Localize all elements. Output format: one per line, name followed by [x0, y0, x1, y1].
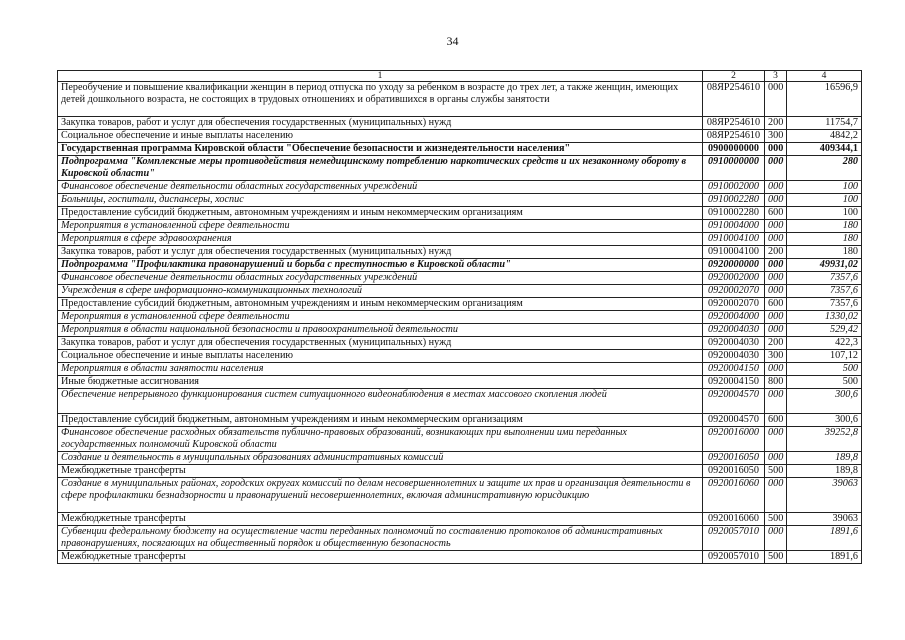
- column-header-type: 3: [765, 71, 787, 82]
- row-name-cell: Предоставление субсидий бюджетным, автономным учреждениям и иным некоммерческим организациям: [58, 298, 703, 311]
- row-code-cell: 0920004150: [703, 363, 765, 376]
- table-row: [58, 376, 862, 389]
- row-code-cell: 0920002070: [703, 298, 765, 311]
- row-type-cell: 000: [765, 220, 787, 233]
- row-code-cell: 0910000000: [703, 156, 765, 181]
- row-amount-cell: 280: [787, 156, 862, 181]
- row-code-cell: 0920000000: [703, 259, 765, 272]
- row-name-cell: Создание и деятельность в муниципальных образованиях административных комиссий: [58, 452, 703, 465]
- row-type-cell: 000: [765, 478, 787, 513]
- row-amount-cell: 16596,9: [787, 82, 862, 117]
- row-type-cell: 000: [765, 285, 787, 298]
- table-row: [58, 414, 862, 427]
- table-row: [58, 465, 862, 478]
- row-name-cell: Подпрограмма "Комплексные меры противодействия немедицинскому потреблению наркотических средств и их незаконному обороту в Кировской области": [58, 156, 703, 181]
- row-code-cell: 0920004000: [703, 311, 765, 324]
- row-name-cell: Мероприятия в сфере здравоохранения: [58, 233, 703, 246]
- row-code-cell: 0920004030: [703, 350, 765, 363]
- table-row: [58, 82, 862, 117]
- page-number: 34: [446, 34, 459, 48]
- table-row: [58, 246, 862, 259]
- row-type-cell: 200: [765, 337, 787, 350]
- row-amount-cell: 1891,6: [787, 526, 862, 551]
- row-code-cell: 0920004030: [703, 337, 765, 350]
- row-amount-cell: 422,3: [787, 337, 862, 350]
- row-amount-cell: 180: [787, 233, 862, 246]
- table-row: [58, 551, 862, 564]
- table-row: [58, 350, 862, 363]
- row-type-cell: 000: [765, 452, 787, 465]
- table-row: [58, 143, 862, 156]
- row-type-cell: 500: [765, 513, 787, 526]
- row-code-cell: 08ЯР254610: [703, 130, 765, 143]
- row-name-cell: Мероприятия в области занятости населения: [58, 363, 703, 376]
- row-type-cell: 200: [765, 246, 787, 259]
- row-code-cell: 0920002070: [703, 285, 765, 298]
- row-name-cell: Финансовое обеспечение расходных обязательств публично-правовых образований, возникающих при выполнении ими переданных государственных полномочий Кировской области: [58, 427, 703, 452]
- row-type-cell: 600: [765, 298, 787, 311]
- row-type-cell: 300: [765, 350, 787, 363]
- row-code-cell: 0920004150: [703, 376, 765, 389]
- row-type-cell: 300: [765, 130, 787, 143]
- row-code-cell: 0920016050: [703, 452, 765, 465]
- row-amount-cell: 300,6: [787, 414, 862, 427]
- row-amount-cell: 11754,7: [787, 117, 862, 130]
- row-amount-cell: 189,8: [787, 465, 862, 478]
- table-row: [58, 130, 862, 143]
- table-row: [58, 285, 862, 298]
- row-type-cell: 800: [765, 376, 787, 389]
- row-name-cell: Больницы, госпитали, диспансеры, хоспис: [58, 194, 703, 207]
- table-row: [58, 259, 862, 272]
- row-code-cell: 0920016050: [703, 465, 765, 478]
- row-name-cell: Обеспечение непрерывного функционирования систем ситуационного видеонаблюдения в местах массового скопления людей: [58, 389, 703, 414]
- row-type-cell: 000: [765, 363, 787, 376]
- row-type-cell: 600: [765, 414, 787, 427]
- row-amount-cell: 7357,6: [787, 298, 862, 311]
- table-row: [58, 220, 862, 233]
- row-name-cell: Финансовое обеспечение деятельности областных государственных учреждений: [58, 181, 703, 194]
- header-row: [58, 71, 862, 82]
- table-row: [58, 478, 862, 513]
- row-name-cell: Межбюджетные трансферты: [58, 465, 703, 478]
- row-code-cell: 0910004000: [703, 220, 765, 233]
- row-type-cell: 000: [765, 233, 787, 246]
- row-name-cell: Социальное обеспечение и иные выплаты населению: [58, 130, 703, 143]
- row-name-cell: Мероприятия в установленной сфере деятельности: [58, 311, 703, 324]
- table-row: [58, 311, 862, 324]
- row-amount-cell: 529,42: [787, 324, 862, 337]
- column-header-amount: 4: [787, 71, 862, 82]
- row-amount-cell: 500: [787, 363, 862, 376]
- row-amount-cell: 7357,6: [787, 285, 862, 298]
- row-code-cell: 0920004570: [703, 414, 765, 427]
- row-amount-cell: 100: [787, 194, 862, 207]
- row-name-cell: Закупка товаров, работ и услуг для обеспечения государственных (муниципальных) нужд: [58, 337, 703, 350]
- table-row: [58, 513, 862, 526]
- row-code-cell: 0920016060: [703, 478, 765, 513]
- table-row: [58, 272, 862, 285]
- row-type-cell: 000: [765, 82, 787, 117]
- row-type-cell: 000: [765, 181, 787, 194]
- row-amount-cell: 7357,6: [787, 272, 862, 285]
- table-row: [58, 389, 862, 414]
- row-code-cell: 0910004100: [703, 246, 765, 259]
- row-amount-cell: 4842,2: [787, 130, 862, 143]
- row-amount-cell: 180: [787, 220, 862, 233]
- row-name-cell: Межбюджетные трансферты: [58, 513, 703, 526]
- table-row: [58, 233, 862, 246]
- row-amount-cell: 300,6: [787, 389, 862, 414]
- budget-table: [57, 70, 862, 564]
- row-type-cell: 500: [765, 465, 787, 478]
- row-name-cell: Подпрограмма "Профилактика правонарушений и борьба с преступностью в Кировской области": [58, 259, 703, 272]
- row-amount-cell: 107,12: [787, 350, 862, 363]
- row-type-cell: 000: [765, 311, 787, 324]
- row-code-cell: 08ЯР254610: [703, 82, 765, 117]
- row-name-cell: Предоставление субсидий бюджетным, автономным учреждениям и иным некоммерческим организациям: [58, 207, 703, 220]
- row-code-cell: 08ЯР254610: [703, 117, 765, 130]
- table-row: [58, 526, 862, 551]
- row-name-cell: Социальное обеспечение и иные выплаты населению: [58, 350, 703, 363]
- row-name-cell: Финансовое обеспечение деятельности областных государственных учреждений: [58, 272, 703, 285]
- row-name-cell: Государственная программа Кировской области "Обеспечение безопасности и жизнедеятельности населения": [58, 143, 703, 156]
- table-row: [58, 207, 862, 220]
- row-name-cell: Учреждения в сфере информационно-коммуникационных технологий: [58, 285, 703, 298]
- table-row: [58, 452, 862, 465]
- row-name-cell: Предоставление субсидий бюджетным, автономным учреждениям и иным некоммерческим организациям: [58, 414, 703, 427]
- row-type-cell: 000: [765, 526, 787, 551]
- row-type-cell: 500: [765, 551, 787, 564]
- row-code-cell: 0900000000: [703, 143, 765, 156]
- row-name-cell: Межбюджетные трансферты: [58, 551, 703, 564]
- row-name-cell: Мероприятия в установленной сфере деятельности: [58, 220, 703, 233]
- table-row: [58, 337, 862, 350]
- row-code-cell: 0920016060: [703, 513, 765, 526]
- row-amount-cell: 189,8: [787, 452, 862, 465]
- row-amount-cell: 100: [787, 207, 862, 220]
- table-row: [58, 117, 862, 130]
- row-code-cell: 0920057010: [703, 551, 765, 564]
- row-type-cell: 000: [765, 427, 787, 452]
- row-amount-cell: 39252,8: [787, 427, 862, 452]
- row-name-cell: Переобучение и повышение квалификации женщин в период отпуска по уходу за ребенком в возрасте до трех лет, а также женщин, имеющих детей дошкольного возраста, не состоящих в трудовых отношениях и обратившихся в органы службы занятости: [58, 82, 703, 117]
- column-header-name: 1: [58, 71, 703, 82]
- table-row: [58, 156, 862, 181]
- row-name-cell: Субвенции федеральному бюджету на осуществление части переданных полномочий по составлению протоколов об административных правонарушениях, посягающих на общественный порядок и общественную безопасность: [58, 526, 703, 551]
- column-header-code: 2: [703, 71, 765, 82]
- row-code-cell: 0920002000: [703, 272, 765, 285]
- row-type-cell: 200: [765, 117, 787, 130]
- row-type-cell: 000: [765, 389, 787, 414]
- row-type-cell: 000: [765, 194, 787, 207]
- table-body: [58, 82, 862, 564]
- row-type-cell: 000: [765, 272, 787, 285]
- table-row: [58, 363, 862, 376]
- table-row: [58, 298, 862, 311]
- row-code-cell: 0920016000: [703, 427, 765, 452]
- row-name-cell: Закупка товаров, работ и услуг для обеспечения государственных (муниципальных) нужд: [58, 246, 703, 259]
- row-amount-cell: 100: [787, 181, 862, 194]
- row-amount-cell: 180: [787, 246, 862, 259]
- row-amount-cell: 39063: [787, 478, 862, 513]
- row-amount-cell: 1330,02: [787, 311, 862, 324]
- row-code-cell: 0920004570: [703, 389, 765, 414]
- row-amount-cell: 1891,6: [787, 551, 862, 564]
- row-amount-cell: 500: [787, 376, 862, 389]
- row-type-cell: 000: [765, 259, 787, 272]
- row-code-cell: 0910002000: [703, 181, 765, 194]
- row-code-cell: 0910004100: [703, 233, 765, 246]
- row-code-cell: 0910002280: [703, 194, 765, 207]
- table-row: [58, 324, 862, 337]
- row-type-cell: 000: [765, 156, 787, 181]
- row-type-cell: 600: [765, 207, 787, 220]
- row-code-cell: 0920004030: [703, 324, 765, 337]
- table-row: [58, 427, 862, 452]
- row-amount-cell: 49931,02: [787, 259, 862, 272]
- row-type-cell: 000: [765, 324, 787, 337]
- row-type-cell: 000: [765, 143, 787, 156]
- row-amount-cell: 409344,1: [787, 143, 862, 156]
- row-code-cell: 0910002280: [703, 207, 765, 220]
- row-name-cell: Иные бюджетные ассигнования: [58, 376, 703, 389]
- row-name-cell: Мероприятия в области национальной безопасности и правоохранительной деятельности: [58, 324, 703, 337]
- row-amount-cell: 39063: [787, 513, 862, 526]
- row-name-cell: Создание в муниципальных районах, городских округах комиссий по делам несовершеннолетних и защите их прав и организация деятельности в сфере профилактики безнадзорности и правонарушений несовершеннолетних, включая административную юрисдикцию: [58, 478, 703, 513]
- row-name-cell: Закупка товаров, работ и услуг для обеспечения государственных (муниципальных) нужд: [58, 117, 703, 130]
- table-row: [58, 194, 862, 207]
- table-row: [58, 181, 862, 194]
- row-code-cell: 0920057010: [703, 526, 765, 551]
